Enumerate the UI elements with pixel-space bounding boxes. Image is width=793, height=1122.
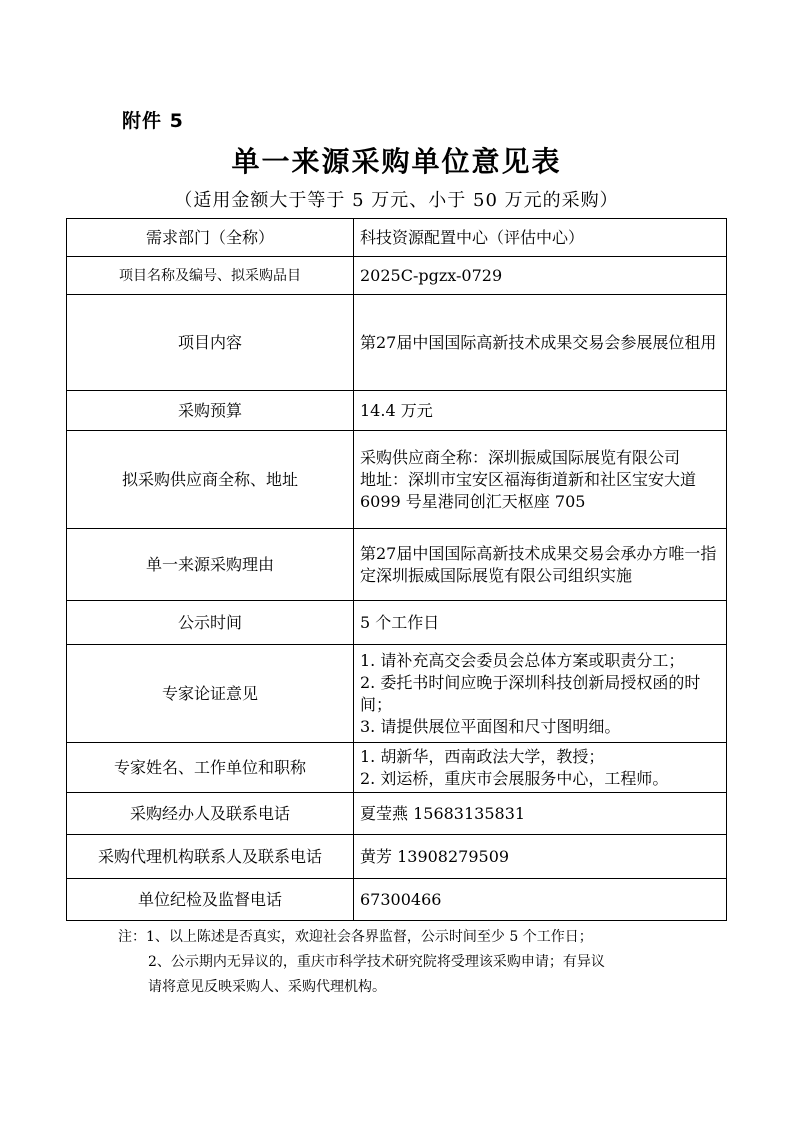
value-line: 1. 请补充高交会委员会总体方案或职责分工； [360, 650, 685, 670]
value-line: 2. 刘运桥，重庆市会展服务中心，工程师。 [360, 768, 669, 788]
value-line: 1. 胡新华，西南政法大学，教授； [360, 746, 605, 766]
value-line: 科技资源配置中心（评估中心） [360, 227, 585, 247]
value-line: 67300466 [360, 889, 442, 909]
row-value [354, 879, 727, 921]
row-label: 单位纪检及监督电话 [67, 879, 354, 921]
table-row-project-content [67, 295, 727, 391]
value-line: 第27届中国国际高新技术成果交易会承办方唯一指定深圳振威国际展览有限公司组织实施 [360, 543, 717, 585]
value-line: 黄芳 13908279509 [360, 846, 510, 866]
row-value [354, 743, 727, 793]
row-label: 拟采购供应商全称、地址 [67, 431, 354, 529]
table-row-budget [67, 391, 727, 431]
row-value [354, 529, 727, 601]
attachment-label: 附件 5 [122, 110, 184, 132]
page-subtitle: （适用金额大于等于 5 万元、小于 50 万元的采购） [174, 190, 619, 211]
row-value [354, 219, 727, 257]
table-row-project-name [67, 257, 727, 295]
row-label: 项目内容 [67, 295, 354, 391]
table-row-supervision [67, 879, 727, 921]
row-value [354, 601, 727, 645]
row-label: 采购经办人及联系电话 [67, 793, 354, 835]
value-line: 2025C-pgzx-0729 [360, 265, 503, 285]
value-line: 3. 请提供展位平面图和尺寸图明细。 [360, 716, 621, 736]
table-row-experts [67, 743, 727, 793]
table-row-department [67, 219, 727, 257]
footnote-line-1: 注：1、以上陈述是否真实，欢迎社会各界监督，公示时间至少 5 个工作日； [118, 929, 593, 945]
value-line: 5 个工作日 [360, 612, 440, 632]
row-value [354, 257, 727, 295]
row-label: 采购代理机构联系人及联系电话 [67, 835, 354, 879]
row-value [354, 431, 727, 529]
table-row-notice-period [67, 601, 727, 645]
table-row-reason [67, 529, 727, 601]
value-line: 14.4 万元 [360, 400, 433, 420]
row-value [354, 645, 727, 743]
opinion-form-table [66, 218, 727, 921]
value-line: 2. 委托书时间应晚于深圳科技创新局授权函的时间； [360, 672, 701, 714]
row-value [354, 793, 727, 835]
value-line: 夏莹燕 15683135831 [360, 803, 526, 823]
table-row-supplier [67, 431, 727, 529]
footnote-line-3: 请将意见反映采购人、采购代理机构。 [148, 979, 386, 995]
row-label: 专家姓名、工作单位和职称 [67, 743, 354, 793]
row-value [354, 391, 727, 431]
row-label: 专家论证意见 [67, 645, 354, 743]
value-line: 采购供应商全称：深圳振威国际展览有限公司 [360, 447, 681, 467]
row-label: 需求部门（全称） [67, 219, 354, 257]
value-line: 地址：深圳市宝安区福海街道新和社区宝安大道 6099 号星港同创汇天枢座 705 [360, 469, 697, 511]
row-label: 单一来源采购理由 [67, 529, 354, 601]
row-value [354, 295, 727, 391]
page-title: 单一来源采购单位意见表 [231, 145, 562, 178]
row-value [354, 835, 727, 879]
table-row-agency-contact [67, 835, 727, 879]
footnotes [118, 925, 678, 1000]
row-label: 采购预算 [67, 391, 354, 431]
table-row-handler [67, 793, 727, 835]
footnote-line-2: 2、公示期内无异议的，重庆市科学技术研究院将受理该采购申请；有异议 [148, 954, 605, 970]
row-label: 项目名称及编号、拟采购品目 [67, 257, 354, 295]
table-row-expert-opinion [67, 645, 727, 743]
value-line: 第27届中国国际高新技术成果交易会参展展位租用 [360, 332, 717, 352]
row-label: 公示时间 [67, 601, 354, 645]
